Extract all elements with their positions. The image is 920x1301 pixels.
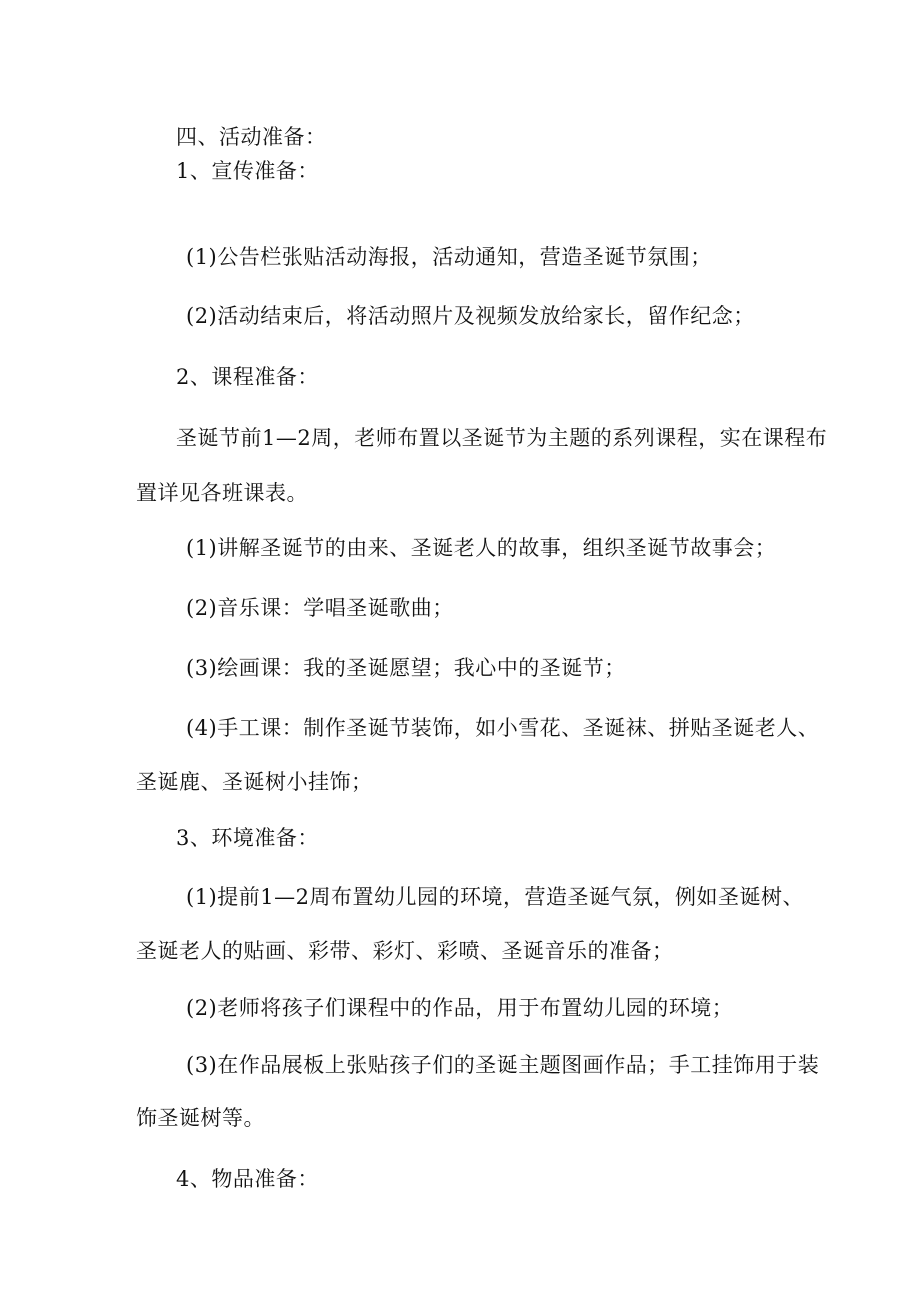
paragraph-line: 饰圣诞树等。 bbox=[136, 1106, 265, 1130]
subheading-publicity: 1、宣传准备： bbox=[176, 159, 319, 183]
list-item: (3)绘画课：我的圣诞愿望；我心中的圣诞节； bbox=[186, 656, 626, 680]
subheading-supplies: 4、物品准备： bbox=[176, 1167, 319, 1191]
list-item: (1)公告栏张贴活动海报，活动通知，营造圣诞节氛围； bbox=[186, 245, 712, 269]
list-item: (1)讲解圣诞节的由来、圣诞老人的故事，组织圣诞节故事会； bbox=[186, 536, 777, 560]
section-heading-preparation: 四、活动准备： bbox=[176, 125, 327, 149]
paragraph-line: 圣诞鹿、圣诞树小挂饰； bbox=[136, 770, 373, 794]
paragraph-line: 置详见各班课表。 bbox=[136, 481, 308, 505]
list-item: (4)手工课：制作圣诞节装饰，如小雪花、圣诞袜、拼贴圣诞老人、 bbox=[186, 716, 820, 740]
list-item: (3)在作品展板上张贴孩子们的圣诞主题图画作品；手工挂饰用于装 bbox=[186, 1053, 820, 1077]
list-item: (2)音乐课：学唱圣诞歌曲； bbox=[186, 596, 454, 620]
list-item: (2)活动结束后，将活动照片及视频发放给家长，留作纪念； bbox=[186, 304, 755, 328]
subheading-curriculum: 2、课程准备： bbox=[176, 365, 319, 389]
paragraph-line: 圣诞老人的贴画、彩带、彩灯、彩喷、圣诞音乐的准备； bbox=[136, 939, 674, 963]
subheading-environment: 3、环境准备： bbox=[176, 826, 319, 850]
list-item: (1)提前1—2周布置幼儿园的环境，营造圣诞气氛，例如圣诞树、 bbox=[186, 885, 804, 909]
paragraph-line: 圣诞节前1—2周，老师布置以圣诞节为主题的系列课程，实在课程布 bbox=[176, 426, 828, 450]
list-item: (2)老师将孩子们课程中的作品，用于布置幼儿园的环境； bbox=[186, 996, 734, 1020]
